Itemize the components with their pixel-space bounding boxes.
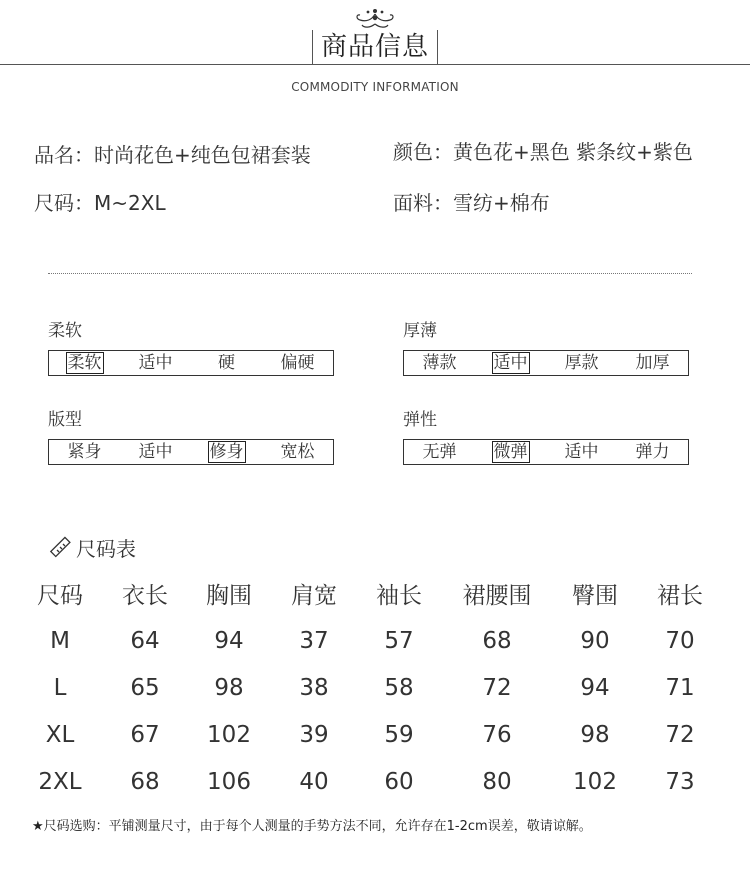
table-row	[16, 758, 740, 805]
table-cell: 68	[482, 627, 512, 654]
attr-scale-thickness	[403, 350, 689, 376]
table-cell: 68	[130, 768, 160, 795]
table-cell: 102	[573, 768, 617, 795]
attr-option: 适中	[138, 442, 173, 462]
table-header-cell: 袖长	[376, 583, 422, 609]
product-size: 尺码：M~2XL	[34, 191, 166, 215]
page-subtitle: COMMODITY INFORMATION	[291, 80, 459, 94]
attr-option: 加厚	[635, 353, 670, 373]
attr-option: 紧身	[67, 442, 102, 462]
attr-option: 薄款	[422, 353, 457, 373]
size-chart-heading	[48, 533, 136, 562]
table-cell: 80	[482, 768, 512, 795]
table-row	[16, 617, 740, 664]
table-cell: L	[53, 674, 67, 701]
table-cell: 58	[384, 674, 414, 701]
table-cell: 94	[580, 674, 610, 701]
table-cell: 71	[665, 674, 695, 701]
attr-scale-elasticity	[403, 439, 689, 465]
table-cell: 76	[482, 721, 512, 748]
attr-option: 硬	[218, 353, 235, 373]
attr-option: 修身	[209, 442, 244, 462]
table-header-cell: 裙腰围	[462, 583, 532, 609]
table-cell: 60	[384, 768, 414, 795]
table-row	[16, 664, 740, 711]
table-header-cell: 裙长	[657, 583, 703, 609]
table-cell: XL	[45, 721, 75, 748]
attr-title-fit: 版型	[48, 410, 82, 430]
size-chart-title: 尺码表	[76, 537, 136, 561]
table-cell: 59	[384, 721, 414, 748]
attr-option: 厚款	[564, 353, 599, 373]
table-header-cell: 胸围	[206, 583, 252, 609]
attr-option: 适中	[493, 353, 528, 373]
attr-option: 弹力	[635, 442, 670, 462]
table-cell: 72	[665, 721, 695, 748]
attr-option: 宽松	[280, 442, 315, 462]
table-cell: 102	[207, 721, 251, 748]
table-header-cell: 尺码	[37, 583, 83, 609]
attr-title-softness: 柔软	[48, 321, 82, 341]
table-cell: 90	[580, 627, 610, 654]
table-cell: 39	[299, 721, 329, 748]
table-cell: 57	[384, 627, 414, 654]
table-cell: 64	[130, 627, 160, 654]
table-cell: 98	[580, 721, 610, 748]
table-header-cell: 肩宽	[291, 583, 337, 609]
table-cell: 38	[299, 674, 329, 701]
table-cell: 67	[130, 721, 160, 748]
table-cell: 73	[665, 768, 695, 795]
attr-title-thickness: 厚薄	[403, 321, 437, 341]
attr-option: 柔软	[67, 353, 102, 373]
attr-option: 适中	[138, 353, 173, 373]
attr-option: 偏硬	[280, 353, 315, 373]
table-cell: 40	[299, 768, 329, 795]
table-header-row	[16, 570, 740, 617]
ruler-icon	[48, 536, 72, 560]
table-header-cell: 衣长	[122, 583, 168, 609]
table-cell: M	[50, 627, 70, 654]
product-color: 颜色：黄色花+黑色 紫条纹+紫色	[393, 140, 693, 164]
product-fabric: 面料：雪纺+棉布	[393, 191, 550, 215]
table-header-cell: 臀围	[572, 583, 618, 609]
table-cell: 37	[299, 627, 329, 654]
attr-option: 微弹	[493, 442, 528, 462]
table-cell: 98	[214, 674, 244, 701]
table-cell: 72	[482, 674, 512, 701]
table-cell: 65	[130, 674, 160, 701]
page-title: 商品信息	[320, 32, 429, 62]
size-table	[16, 570, 740, 805]
dotted-divider	[48, 273, 692, 274]
table-cell: 70	[665, 627, 695, 654]
attr-scale-softness	[48, 350, 334, 376]
attr-title-elasticity: 弹性	[403, 410, 437, 430]
product-name: 品名：时尚花色+纯色包裙套装	[34, 143, 311, 167]
header-divider	[0, 64, 750, 65]
attr-option: 适中	[564, 442, 599, 462]
attr-scale-fit	[48, 439, 334, 465]
table-cell: 106	[207, 768, 251, 795]
attr-option: 无弹	[422, 442, 457, 462]
table-row	[16, 711, 740, 758]
table-cell: 94	[214, 627, 244, 654]
table-cell: 2XL	[38, 768, 82, 795]
size-note: ★尺码选购：平铺测量尺寸，由于每个人测量的手势方法不同，允许存在1-2cm误差，敬请谅解。	[32, 819, 592, 834]
